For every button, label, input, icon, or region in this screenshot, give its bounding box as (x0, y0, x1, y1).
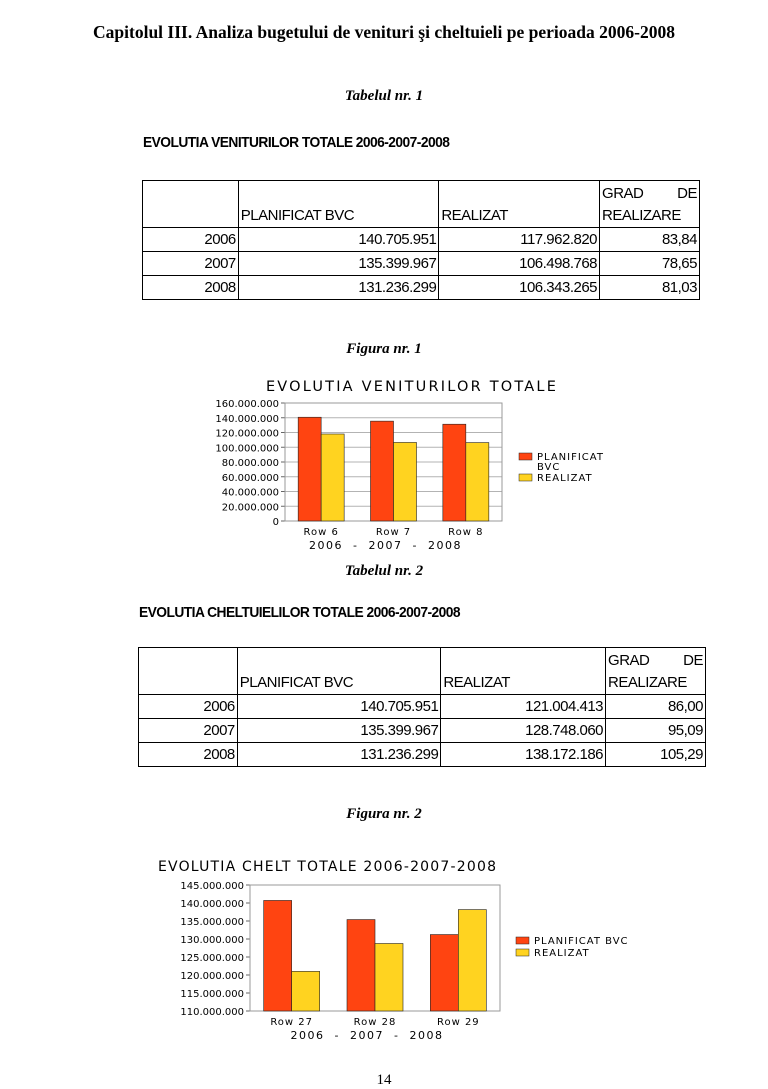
table2-header-grad-word2: DE (683, 652, 703, 669)
table1-year: 2006 (143, 228, 239, 252)
table2-year: 2008 (139, 743, 238, 767)
chart-title: EVOLUTIA VENITURILOR TOTALE (265, 379, 559, 395)
y-tick-label: 120.000.000 (180, 971, 244, 982)
table1-header-row (143, 181, 700, 228)
table1-planificat: 140.705.951 (238, 228, 439, 252)
y-tick-label: 125.000.000 (180, 953, 244, 964)
y-tick-label: 120.000.000 (215, 428, 279, 440)
bar-realizat (321, 434, 344, 521)
table2-header-planificat: PLANIFICAT BVC (237, 648, 441, 695)
x-tick-label: Row 27 (270, 1017, 314, 1028)
table2-year: 2007 (139, 719, 238, 743)
table-row (139, 743, 706, 767)
x-tick-label: Row 29 (436, 1017, 480, 1028)
table2-grad: 86,00 (606, 695, 706, 719)
y-tick-label: 145.000.000 (180, 881, 244, 892)
table1-year: 2008 (143, 276, 239, 300)
table2-caption: Tabelul nr. 2 (344, 563, 424, 579)
bar-realizat (466, 443, 489, 521)
bar-planificat (347, 920, 375, 1011)
y-tick-label: 0 (272, 517, 279, 528)
y-tick-label: 100.000.000 (215, 443, 279, 455)
legend-label: REALIZAT (537, 473, 593, 484)
y-tick-label: 130.000.000 (180, 935, 244, 946)
table1-caption: Tabelul nr. 1 (344, 88, 424, 104)
x-tick-label: Row 8 (448, 527, 484, 538)
legend-swatch (519, 453, 532, 460)
table2-header-grad-word1: GRAD (608, 652, 650, 669)
table1-header-grad-word3: REALIZARE (602, 207, 681, 224)
table-row (143, 228, 700, 252)
table-row (143, 276, 700, 300)
table2-header-grad-word3: REALIZARE (608, 674, 687, 691)
legend-label: PLANIFICAT BVC (534, 936, 629, 947)
legend-label: REALIZAT (534, 948, 590, 959)
legend-label: PLANIFICAT (537, 452, 604, 463)
figure1-caption: Figura nr. 1 (346, 341, 422, 357)
table1-realizat: 106.498.768 (439, 252, 600, 276)
bar-realizat (458, 910, 486, 1011)
x-tick-label: Row 7 (375, 527, 412, 538)
table1-header-grad-word1: GRAD (602, 185, 644, 202)
table1-realizat: 106.343.265 (439, 276, 600, 300)
table2-header-grad (606, 648, 706, 695)
table1-header-realizat: REALIZAT (439, 181, 600, 228)
legend-swatch (516, 937, 529, 944)
table1-header-empty (143, 181, 239, 228)
x-tick-label: Row 28 (353, 1017, 397, 1028)
table1-grad: 78,65 (600, 252, 700, 276)
bar-planificat (443, 424, 466, 521)
chart-title: EVOLUTIA CHELT TOTALE 2006-2007-2008 (158, 859, 498, 875)
table2-header-empty (139, 648, 238, 695)
y-tick-label: 80.000.000 (221, 458, 279, 469)
table2-year: 2006 (139, 695, 238, 719)
y-tick-label: 115.000.000 (180, 989, 244, 1000)
table1-title: EVOLUTIA VENITURILOR TOTALE 2006-2007-2008 (143, 134, 450, 151)
table1 (142, 180, 700, 300)
bar-planificat (430, 935, 458, 1011)
table1-grad: 81,03 (600, 276, 700, 300)
table1-grad: 83,84 (600, 228, 700, 252)
table2 (138, 647, 706, 767)
table1-planificat: 131.236.299 (238, 276, 439, 300)
chapter-title: Capitolul III. Analiza bugetului de venituri şi cheltuieli pe perioada 2006-2008 (93, 22, 675, 42)
table2-realizat: 128.748.060 (441, 719, 606, 743)
bar-planificat (371, 421, 394, 521)
bar-realizat (292, 971, 320, 1011)
page-number: 14 (376, 1072, 392, 1088)
table1-header-grad (600, 181, 700, 228)
figure2-caption: Figura nr. 2 (346, 806, 422, 822)
table1-year: 2007 (143, 252, 239, 276)
chart-venituri (0, 370, 768, 560)
table2-title: EVOLUTIA CHELTUIELILOR TOTALE 2006-2007-2008 (139, 604, 461, 621)
table1-header-grad-word2: DE (677, 185, 697, 202)
y-tick-label: 135.000.000 (180, 917, 244, 928)
bar-planificat (298, 417, 321, 521)
table2-planificat: 131.236.299 (237, 743, 441, 767)
table2-header-realizat: REALIZAT (441, 648, 606, 695)
table2-planificat: 140.705.951 (237, 695, 441, 719)
table1-header-planificat: PLANIFICAT BVC (238, 181, 439, 228)
bar-planificat (264, 900, 292, 1011)
table2-grad: 95,09 (606, 719, 706, 743)
table2-planificat: 135.399.967 (237, 719, 441, 743)
table-row (139, 719, 706, 743)
table2-realizat: 121.004.413 (441, 695, 606, 719)
x-axis-label: 2006 - 2007 - 2008 (290, 1029, 444, 1042)
chart-cheltuieli (0, 852, 768, 1052)
y-tick-label: 160.000.000 (215, 399, 279, 410)
table-row (143, 252, 700, 276)
x-axis-label: 2006 - 2007 - 2008 (309, 539, 462, 552)
table2-grad: 105,29 (606, 743, 706, 767)
legend-swatch (516, 949, 529, 956)
y-tick-label: 60.000.000 (221, 472, 279, 484)
y-tick-label: 110.000.000 (180, 1007, 244, 1018)
y-tick-label: 140.000.000 (215, 413, 279, 425)
bar-realizat (375, 944, 403, 1011)
bar-realizat (394, 442, 417, 521)
table1-planificat: 135.399.967 (238, 252, 439, 276)
table1-realizat: 117.962.820 (439, 228, 600, 252)
table2-header-row (139, 648, 706, 695)
legend-swatch (519, 474, 532, 481)
y-tick-label: 140.000.000 (180, 899, 244, 910)
y-tick-label: 40.000.000 (221, 487, 279, 499)
table2-realizat: 138.172.186 (441, 743, 606, 767)
x-tick-label: Row 6 (303, 527, 339, 538)
legend-label: BVC (537, 462, 561, 473)
y-tick-label: 20.000.000 (221, 502, 279, 514)
table-row (139, 695, 706, 719)
